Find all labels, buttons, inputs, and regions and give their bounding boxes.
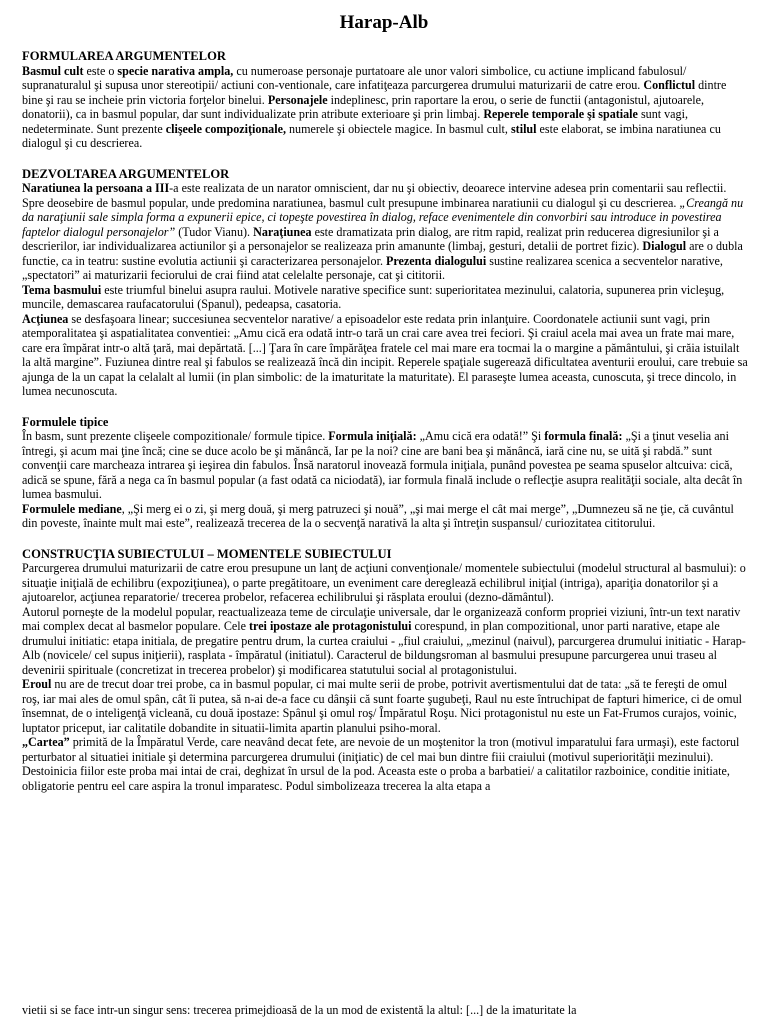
text: Autorul porneşte de la modelul popular, reactualizeaza teme de circulaţie universale, dar le organizează conform propriei viziuni, într-un text narativ mai complex decat al basmelor populare. Cele: [22, 604, 741, 633]
paragraph: [22, 502, 748, 531]
text: -a este realizata de un narator omniscient, dar nu şi obiectiv, deoarece intervine adesea prin comentarii sau reflectii.: [169, 181, 727, 195]
text: sunt vagi, nedeterminate. Sunt prezente: [22, 107, 688, 136]
bold-term: trei ipostaze ale protagonistului: [249, 619, 412, 633]
section-formularea-argumentelor: [22, 49, 748, 151]
text: Spre deosebire de basmul popular, unde predomina naratiunea, basmul cult presupune imbinarea naratiunii cu dialogul şi cu descrierea.: [22, 195, 680, 210]
page-bottom-line: vietii si se face intr-un singur sens: trecerea primejdioasă de la un mod de existentă la altul: [...] de la imaturitate la: [22, 1003, 577, 1017]
text: indeplinesc, prin raportare la erou, o serie de functii (antagonistul, ajutoarele, donatorii), ca in basmul popular, dar sunt individualizate prin atribute exterioare şi prin limbaj.: [22, 92, 705, 121]
spacer: [22, 531, 748, 547]
bold-term: Basmul cult: [22, 63, 84, 78]
bold-term: clişeele compoziţionale,: [165, 121, 286, 136]
bold-term: Eroul: [22, 677, 52, 691]
bold-term: Personajele: [267, 92, 328, 107]
section-dezvoltarea-argumentelor: [22, 167, 748, 399]
bold-term: stilul: [510, 121, 537, 136]
bold-term: Naratiunea la persoana a III: [22, 181, 170, 195]
text: , „Şi merg ei o zi, şi merg două, şi merg patruzeci şi nouă”, „şi mai merge el cât mai merge”, „Dumnezeu să ne ţie, că cuvântul din poveste, înainte mult mai este”, realizează trecerea de la o secvenţă narativă la alta şi întreţin suspansul/ curiozitatea cititorului.: [22, 501, 734, 530]
text: „Şi a ţinut veselia ani întregi, şi acum mai ţine încă; cine se duce acolo be şi mănâncă, Iar pe la noi? cine are bani bea şi mănâncă, iară cine nu, se uită şi rabdă.” sunt convenţii care marcheaza intrarea şi ieşirea din fabulos. Însă naratorul inovează formula iniţiala, punând povestea pe seama spuselor altcuiva: cică, adică se spune, fără a nega ca în basmul popular (a fast odată ca niciodată), iar formula finală include o reflecţie asupra realităţii sociale, alta decât în lumea basmului.: [22, 429, 743, 501]
text: „Amu cică era odată!” Şi: [416, 429, 545, 443]
section-heading: DEZVOLTAREA ARGUMENTELOR: [22, 166, 230, 181]
text: În basm, sunt prezente clişeele compozitionale/ formule tipice.: [22, 429, 329, 443]
bold-term: Dialogul: [642, 239, 687, 253]
text: corespund, in plan compozitional, unor parti narative, etape ale drumului initiatic: etapa initiala, de pregatire pentru drum, la curtea craiului - „fiul craiului, „mezinul (naivul), parcurgerea drumului initiatic - Harap-Alb (novicele/ cel supus iniţierii), rasplata - împăratul (initiatul). Caracterul de bildungsroman al basmului presupune parcurgerea unui traseu al devenirii spirituale (concretizat in trecerea probelor) şi modificarea statutului social al protagonistului.: [22, 619, 746, 677]
document-title: Harap-Alb: [339, 12, 429, 33]
bold-term: Tema basmului: [22, 282, 102, 297]
paragraph: Parcurgerea drumului maturizarii de catre erou presupune un lanţ de acţiuni convenţionale/ momentele subiectului (modelul structural al basmului): o situaţie iniţială de echilibru (expoziţiunea), o parte pregătitoare, un eveniment care deregleazǎ echilibrul iniţial (intriga), apariţia donatorilor şi a ajutoarelor, acţiunea reparatorie/ trecerea probelor, refacerea echilibrului şi răsplata eroului (dezno-dǎmântul).: [22, 561, 746, 604]
paragraph: [22, 196, 748, 283]
paragraph: Destoinicia fiilor este proba mai intai de crai, deghizat în ursul de la pod. Aceasta este o proba a barbatiei/ a calitatilor razboinice, conditie initiate, obligatorie pentru eel care aspira la tronul imparatesc. Podul simbolizeaza trecerea la alta etapa a: [22, 764, 730, 793]
text: este triumful binelui asupra raului. Motivele narative specifice sunt: superioritatea mezinului, calatoria, supunerea prin vicleşug, muncile, demascarea raufacatorului (Spanul), pedeapsa, casatoria.: [22, 282, 725, 311]
bold-term: „Cartea”: [22, 735, 70, 749]
text: (Tudor Vianu).: [175, 224, 254, 239]
text: este elaborat, se imbina naratiunea cu dialogul şi cu descrierea.: [22, 121, 721, 150]
text: primită de la Împăratul Verde, care neavând decat fete, are nevoie de un moştenitor la tron (motivul imparatului fara urmaşi), este factorul perturbator al situatiei initiale şi determina parcurgerea drumului (iniţiatic) de cel mai bun dintre fiii craiului (motivul superiorităţii mezinului).: [22, 735, 740, 764]
text: este o: [83, 63, 118, 78]
quote: „Creangă nu da naraţiunii sale simpla forma a expunerii epice, ci topeşte povestirea în dialog, reface evenimentele din convorbiri sau introduce in povestirea faptelor dialogul personajelor”: [22, 195, 744, 239]
section-formulele-tipice: [22, 415, 748, 531]
bold-term: specie narativa ampla,: [117, 63, 234, 78]
section-constructia-subiectului: [22, 547, 748, 794]
paragraph: [22, 677, 748, 735]
paragraph: [22, 312, 748, 399]
text: nu are de trecut doar trei probe, ca in basmul popular, ci mai multe serii de probe, potrivit avertismentului dat de tata: „să te fereşti de omul roş, iar mai ales de omul spân, cât îi putea, să n-ai de-a face cu dânşii că sunt foarte şugubeţi, Raul nu este întruchipat de fapturi himerice, ci de omul însemnat, de o inteligenţă vicleană, cu două ipostaze: Spânul şi omul roş/ Împăratul Roşu. Nici protagonistul nu este un Fat-Frumos curajos, voinic, luptator priceput, iar calitatile dobandite in situatii-limita apartin planului psiho-moral.: [22, 677, 742, 735]
bold-term: Formulele mediane: [22, 501, 122, 516]
text: dintre bine şi rau se incheie prin victoria forţelor binelui.: [22, 78, 727, 107]
section-heading: CONSTRUCŢIA SUBIECTULUI – MOMENTELE SUBIECTULUI: [22, 546, 392, 561]
bold-term: Acţiunea: [22, 311, 69, 326]
text: numerele şi obiectele magice. In basmul cult,: [285, 121, 511, 136]
bold-term: Naraţiunea: [253, 224, 312, 239]
bold-term: formula finală:: [544, 429, 623, 443]
paragraph: [22, 181, 748, 196]
bold-term: Conflictul: [643, 78, 696, 92]
bold-term: Prezenta dialogului: [386, 253, 487, 268]
section-heading: FORMULAREA ARGUMENTELOR: [22, 49, 226, 63]
text: este dramatizata prin dialog, are ritm rapid, realizat prin reducerea digresiunilor şi a descrierilor, iar individualizarea actiunilor şi a personajelor se realizeaza prin amanunte (limbaj, gesturi, detalii de portret fizic).: [22, 224, 719, 253]
bold-term: Formula iniţială:: [328, 429, 417, 443]
spacer: [22, 399, 748, 415]
section-heading: Formulele tipice: [22, 414, 109, 429]
paragraph: [22, 735, 748, 764]
document-body: [22, 49, 748, 793]
text: cu numeroase personaje purtatoare ale unor valori simbolice, cu actiune implicand fabulosul/ supranaturalul şi supusa unor stereotipii/ actiuni con-ventionale, care infatiţeaza parcurgerea drumului maturizarii de catre erou.: [22, 63, 687, 92]
spacer: [22, 151, 748, 167]
paragraph: [22, 429, 748, 502]
paragraph: [22, 605, 748, 678]
paragraph: [22, 283, 748, 312]
text: se desfaşoara linear; succesiunea secventelor narative/ a episoadelor este redata prin inlanţuire. Coordonatele actiunii sunt vagi, prin atemporalitatea şi aspatialitatea conventiei: „Amu cică era odată intr-o tară un crai care avea trei feciori. Şi craiul acela mai avea un frate mai mare, care era împărat intr-o altă ţară, mai depărtată. [...] Ţara în care împărăţea fratele cel mai mare era tocmai la o margine a pământului, şi crăia istuilalt la altă margine”. Fuziunea dintre real şi fabulos se realizează încă din incipit. Reperele spaţiale sugerează dificultatea aventurii eroului, care trebuie sa ajunga de la un capat la celalalt al lumii (in plan simbolic: de la imaturitate la maturitate). El paraseşte lumea aceasta, cunoscuta, şi trece dincolo, in lumea necunoscuta.: [22, 311, 748, 398]
bold-term: Reperele temporale şi spatiale: [483, 107, 638, 121]
paragraph: [22, 64, 748, 151]
text: sustine realizarea scenica a secventelor narative, „spectatori” ai maturizarii feciorului de crai fiind atat celelalte personaje, cat şi cititorii.: [22, 253, 723, 282]
text: are o dubla functie, ca in teatru: sustine evolutia actiunii şi caracterizarea personajelor.: [22, 239, 743, 268]
